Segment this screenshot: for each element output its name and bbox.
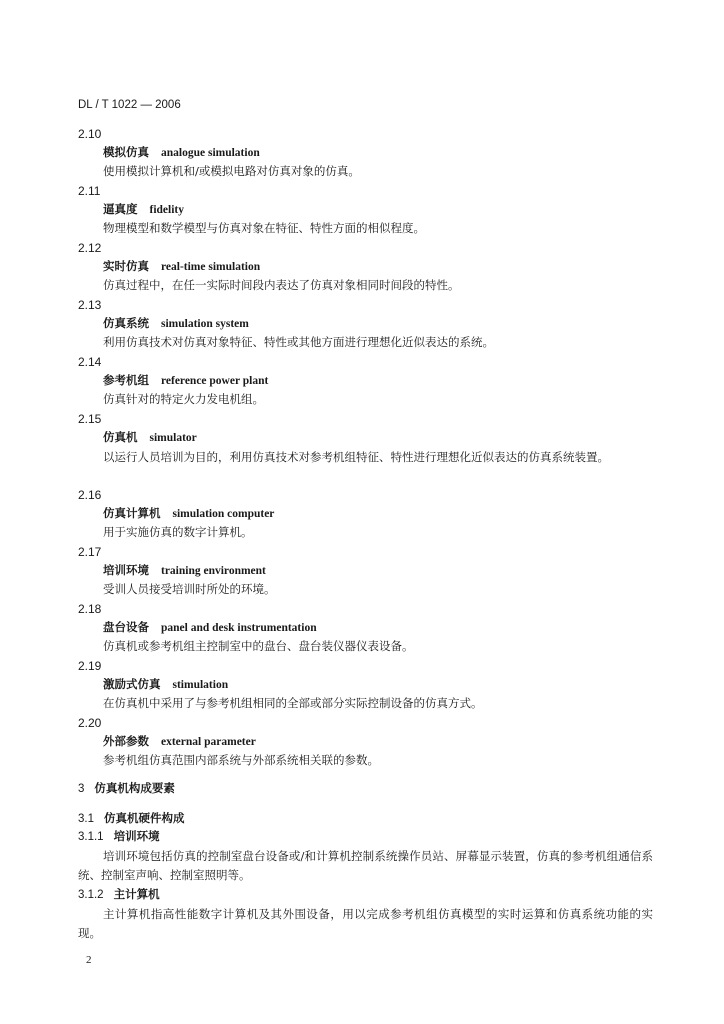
entry-definition: 在仿真机中采用了与参考机组相同的全部或部分实际控制设备的仿真方式。 xyxy=(103,696,483,710)
subsection-heading: 3.1.2 主计算机 xyxy=(78,887,160,901)
subsection-heading: 3.1 仿真机硬件构成 xyxy=(78,811,185,825)
entry-definition: 仿真过程中，在任一实际时间段内表达了仿真对象相同时间段的特性。 xyxy=(103,278,460,292)
entry-term: 激励式仿真 stimulation xyxy=(103,677,229,691)
entry-term: 仿真计算机 simulation computer xyxy=(103,506,275,520)
entry-number: 2.15 xyxy=(78,412,102,426)
subsection-heading: 3.1.1 培训环境 xyxy=(78,829,160,843)
entry-term: 逼真度 fidelity xyxy=(103,202,184,216)
entry-definition: 使用模拟计算机和/或模拟电路对仿真对象的仿真。 xyxy=(103,164,360,178)
section-heading: 3 仿真机构成要素 xyxy=(78,781,175,795)
entry-number: 2.14 xyxy=(78,355,102,369)
entry-term: 参考机组 reference power plant xyxy=(103,373,269,387)
page-number: 2 xyxy=(86,954,92,966)
entry-term: 盘台设备 panel and desk instrumentation xyxy=(103,620,317,634)
entry-number: 2.16 xyxy=(78,488,102,502)
entry-number: 2.13 xyxy=(78,298,102,312)
subsection-text: 培训环境包括仿真的控制室盘台设备或/和计算机控制系统操作员站、屏幕显示装置，仿真的参考机组通信系统、控制室声响、控制室照明等。 xyxy=(78,849,653,882)
entry-definition: 受训人员接受培训时所处的环境。 xyxy=(103,582,276,596)
entry-number: 2.17 xyxy=(78,545,102,559)
entry-number: 2.19 xyxy=(78,659,102,673)
entry-term: 仿真机 simulator xyxy=(103,430,197,444)
entry-definition: 仿真机或参考机组主控制室中的盘台、盘台装仪器仪表设备。 xyxy=(103,639,414,653)
entry-term: 培训环境 training environment xyxy=(103,563,266,577)
entry-definition: 利用仿真技术对仿真对象特征、特性或其他方面进行理想化近似表达的系统。 xyxy=(103,335,494,349)
entry-term: 模拟仿真 analogue simulation xyxy=(103,145,260,159)
entry-number: 2.18 xyxy=(78,602,102,616)
entry-number: 2.12 xyxy=(78,241,102,255)
entry-definition: 参考机组仿真范围内部系统与外部系统相关联的参数。 xyxy=(103,753,379,767)
entry-number: 2.10 xyxy=(78,127,102,141)
document-header: DL / T 1022 — 2006 xyxy=(78,99,181,111)
entry-definition: 物理模型和数学模型与仿真对象在特征、特性方面的相似程度。 xyxy=(103,221,425,235)
entry-term: 实时仿真 real-time simulation xyxy=(103,259,261,273)
subsection-text: 主计算机指高性能数字计算机及其外围设备，用以完成参考机组仿真模型的实时运算和仿真系统功能的实现。 xyxy=(78,907,653,940)
entry-definition: 仿真针对的特定火力发电机组。 xyxy=(103,392,264,406)
entry-term: 仿真系统 simulation system xyxy=(103,316,249,330)
entry-term: 外部参数 external parameter xyxy=(103,734,256,748)
entry-definition: 用于实施仿真的数字计算机。 xyxy=(103,525,253,539)
entry-number: 2.20 xyxy=(78,716,102,730)
entry-number: 2.11 xyxy=(78,184,101,198)
entry-definition: 以运行人员培训为目的，利用仿真技术对参考机组特征、特性进行理想化近似表达的仿真系统装置。 xyxy=(103,450,609,464)
